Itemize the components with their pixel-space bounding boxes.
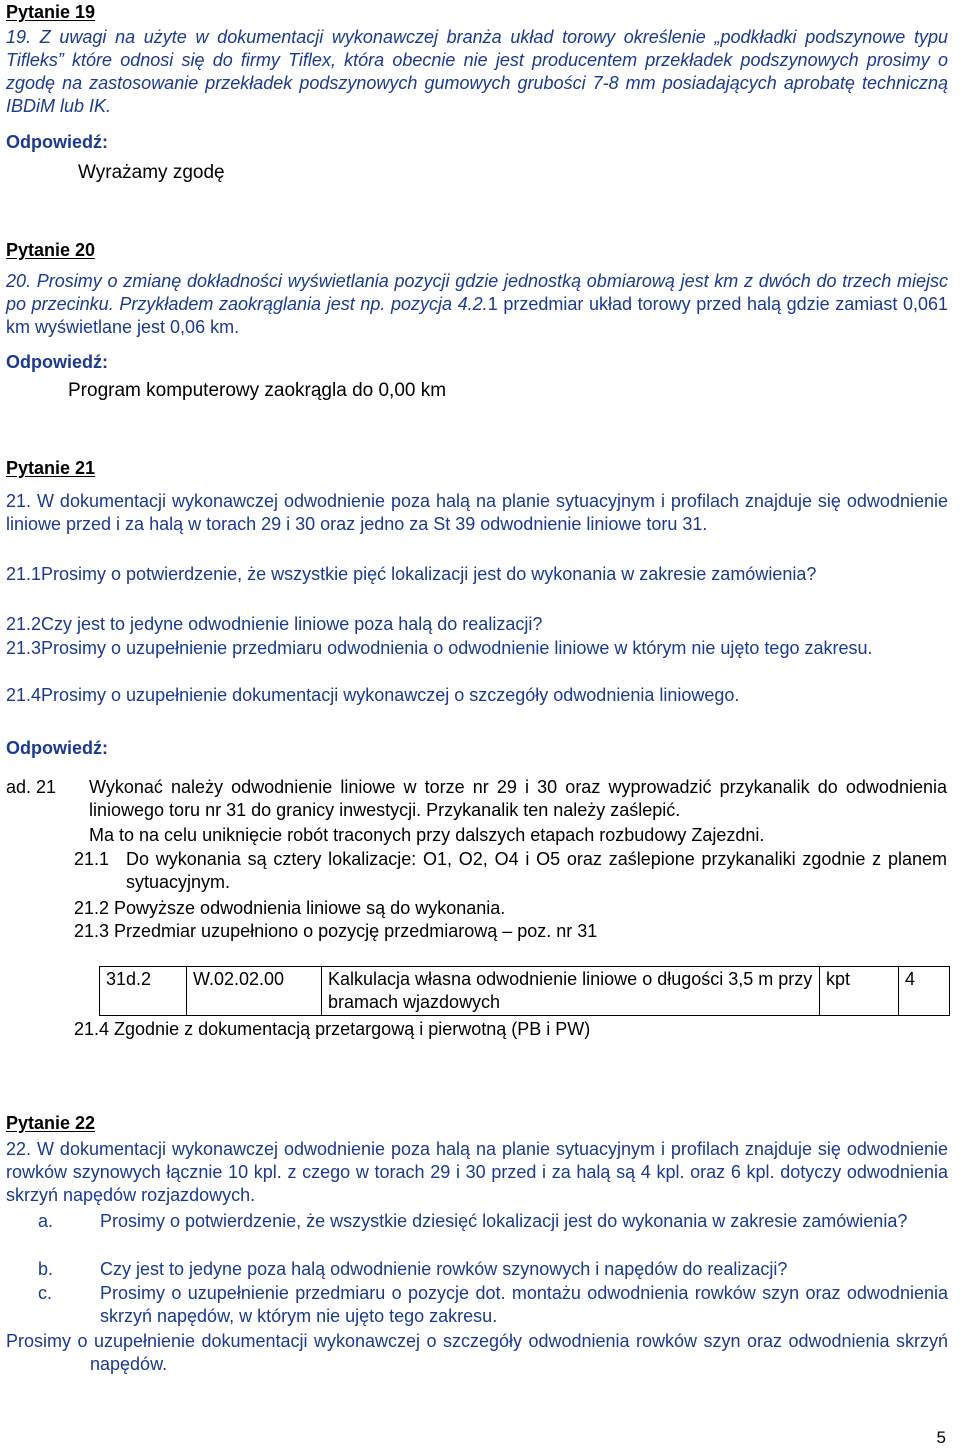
question-22-final-text: Prosimy o uzupełnienie dokumentacji wykonawczej o szczegóły odwodnienia rowków szyn oraz odwodnienia skrzyń napędów. [6, 1331, 948, 1374]
answer-21-ad-text: Wykonać należy odwodnienie liniowe w torze nr 29 i 30 oraz wyprowadzić przykanalik do odwodnienia liniowego toru nr 31 do granicy inwestycji. Przykanalik ten należy zaślepić. [89, 777, 947, 820]
question-22-item-c-mark: c. [38, 1283, 53, 1303]
question-21-line-1: 21.1Prosimy o potwierdzenie, że wszystkie pięć lokalizacji jest do wykonania w zakresie zamówienia? [6, 564, 817, 584]
question-19-text: 19. Z uwagi na użyte w dokumentacji wykonawczej branża układ torowy określenie „podkładki podszynowe typu Tifleks” które odnosi się do firmy Tiflex, która obecnie nie jest producentem przekładek podszynowych prosimy o zgodę na zastosowanie przekładek podszynowych gumowych grubości 7-8 mm posiadających aprobatę techniczną IBDiM lub IK. [6, 27, 948, 116]
answer-21-sub1-num: 21.1 [74, 849, 110, 869]
answer-21-sub1: Do wykonania są cztery lokalizacje: O1, O2, O4 i O5 oraz zaślepione przykanaliki zgodnie z planem sytuacyjnym. [126, 849, 947, 892]
answer-21-sub3: 21.3 Przedmiar uzupełniono o pozycję przedmiarową – poz. nr 31 [74, 921, 598, 941]
question-21-line-4: 21.4Prosimy o uzupełnienie dokumentacji wykonawczej o szczegóły odwodnienia liniowego. [6, 685, 740, 705]
question-22-item-a-mark: a. [38, 1211, 54, 1231]
answer-20-label: Odpowiedź: [6, 352, 108, 372]
question-21-header: Pytanie 21 [6, 458, 96, 478]
question-21-line-0: 21. W dokumentacji wykonawczej odwodnienie poza halą na planie sytuacyjnym i profilach znajduje się odwodnienie liniowe przed i za halą w torach 29 i 30 oraz jedno za St 39 odwodnienie liniowe toru 31. [6, 491, 948, 534]
question-19-header: Pytanie 19 [6, 2, 96, 22]
question-20-text-italic: 20. Prosimy o zmianę dokładności wyświetlania pozycji gdzie jednostką obmiarową jest km z dwóch do trzech miejsc po przecinku. Przykładem zaokrąglania jest np. pozycja 4.2. [6, 271, 948, 314]
question-20-text-normal: 1 przedmiar układ torowy przed halą gdzie zamiast 0,061 km wyświetlane jest 0,06 km. [6, 294, 948, 337]
table-cell-position: 31d.2 [100, 967, 187, 1016]
answer-19-text: Wyrażamy zgodę [78, 162, 225, 183]
question-22-item-b-mark: b. [38, 1259, 54, 1279]
answer-21-ad-label: ad. 21 [6, 777, 57, 797]
question-22-item-c-text: Prosimy o uzupełnienie przedmiaru o pozycje dot. montażu odwodnienia rowków szyn oraz odwodnienia skrzyń napędów, w którym nie ujęto tego zakresu. [100, 1283, 948, 1326]
question-22-header: Pytanie 22 [6, 1113, 96, 1133]
question-22-intro: 22. W dokumentacji wykonawczej odwodnienie poza halą na planie sytuacyjnym i profilach znajduje się odwodnienie rowków szynowych łącznie 10 kpl. z czego w torach 29 i 30 przed i za halą są 4 kpl. oraz 6 kpl. dotyczy odwodnienia skrzyń napędów rozjazdowych. [6, 1139, 948, 1205]
question-22-item-b-text: Czy jest to jedyne poza halą odwodnienie rowków szynowych i napędów do realizacji? [100, 1259, 788, 1279]
question-20-header: Pytanie 20 [6, 240, 96, 260]
question-21-line-3: 21.3Prosimy o uzupełnienie przedmiaru odwodnienia o odwodnienie liniowe w którym nie ujęto tego zakresu. [6, 638, 873, 658]
table-row [100, 967, 950, 1016]
question-22-item-a-text: Prosimy o potwierdzenie, że wszystkie dziesięć lokalizacji jest do wykonania w zakresie zamówienia? [100, 1211, 908, 1231]
page-number: 5 [936, 1428, 946, 1447]
question-21-line-2: 21.2Czy jest to jedyne odwodnienie liniowe poza halą do realizacji? [6, 614, 543, 634]
answer-20-text: Program komputerowy zaokrągla do 0,00 km [68, 380, 447, 401]
answer-21-ad-text2: Ma to na celu uniknięcie robót traconych przy dalszych etapach rozbudowy Zajezdni. [89, 825, 765, 845]
answer-19-label: Odpowiedź: [6, 132, 108, 152]
question-22-final [6, 1330, 948, 1376]
answer-21-sub4: 21.4 Zgodnie z dokumentacją przetargową i pierwotną (PB i PW) [74, 1019, 591, 1039]
question-20-text [6, 270, 948, 339]
answer-21-label: Odpowiedź: [6, 738, 108, 758]
table-cell-quantity: 4 [899, 967, 950, 1016]
table-cell-code: W.02.02.00 [187, 967, 322, 1016]
answer-21-sub2: 21.2 Powyższe odwodnienia liniowe są do wykonania. [74, 898, 506, 918]
table-cell-description: Kalkulacja własna odwodnienie liniowe o długości 3,5 m przy bramach wjazdowych [322, 967, 820, 1016]
table-cell-unit: kpt [820, 967, 899, 1016]
przedmiar-table [99, 966, 950, 1016]
